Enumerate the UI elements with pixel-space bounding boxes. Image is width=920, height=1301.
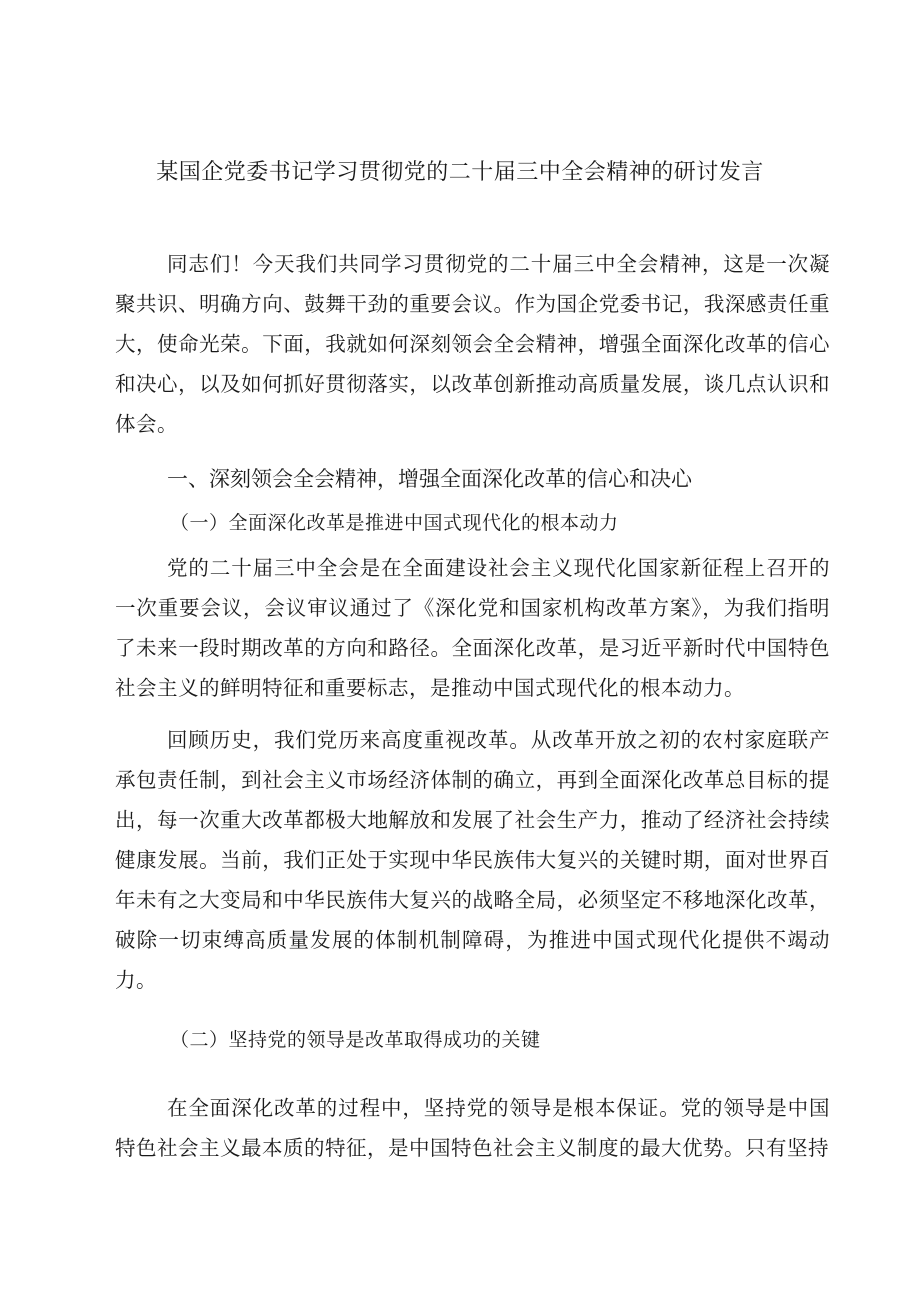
- subsection-heading-1: （一）全面深化改革是推进中国式现代化的根本动力: [170, 512, 619, 534]
- document-title: 某国企党委书记学习贯彻党的二十届三中全会精神的研讨发言: [156, 160, 764, 185]
- section-heading-1: 一、深刻领会全会精神，增强全面深化改革的信心和决心: [167, 467, 692, 491]
- body-paragraph-1: 党的二十届三中全会是在全面建设社会主义现代化国家新征程上召开的一次重要会议，会议审议通过了《深化党和国家机构改革方案》，为我们指明了未来一段时期改革的方向和路径。全面深化改革，是习近平新时代中国特色社会主义的鲜明特征和重要标志，是推动中国式现代化的根本动力。: [115, 556, 830, 700]
- subsection-heading-2: （二）坚持党的领导是改革取得成功的关键: [170, 1029, 541, 1051]
- body-paragraph-3: 在全面深化改革的过程中，坚持党的领导是根本保证。党的领导是中国特色社会主义最本质的特征，是中国特色社会主义制度的最大优势。只有坚持: [115, 1096, 830, 1160]
- intro-paragraph: 同志们！今天我们共同学习贯彻党的二十届三中全会精神，这是一次凝聚共识、明确方向、鼓舞干劲的重要会议。作为国企党委书记，我深感责任重大，使命光荣。下面，我就如何深刻领会全会精神，增强全面深化改革的信心和决心，以及如何抓好贯彻落实，以改革创新推动高质量发展，谈几点认识和体会。: [115, 252, 830, 436]
- body-paragraph-2: 回顾历史，我们党历来高度重视改革。从改革开放之初的农村家庭联产承包责任制，到社会主义市场经济体制的确立，再到全面深化改革总目标的提出，每一次重大改革都极大地解放和发展了社会生产力，推动了经济社会持续健康发展。当前，我们正处于实现中华民族伟大复兴的关键时期，面对世界百年未有之大变局和中华民族伟大复兴的战略全局，必须坚定不移地深化改革，破除一切束缚高质量发展的体制机制障碍，为推进中国式现代化提供不竭动力。: [115, 728, 830, 992]
